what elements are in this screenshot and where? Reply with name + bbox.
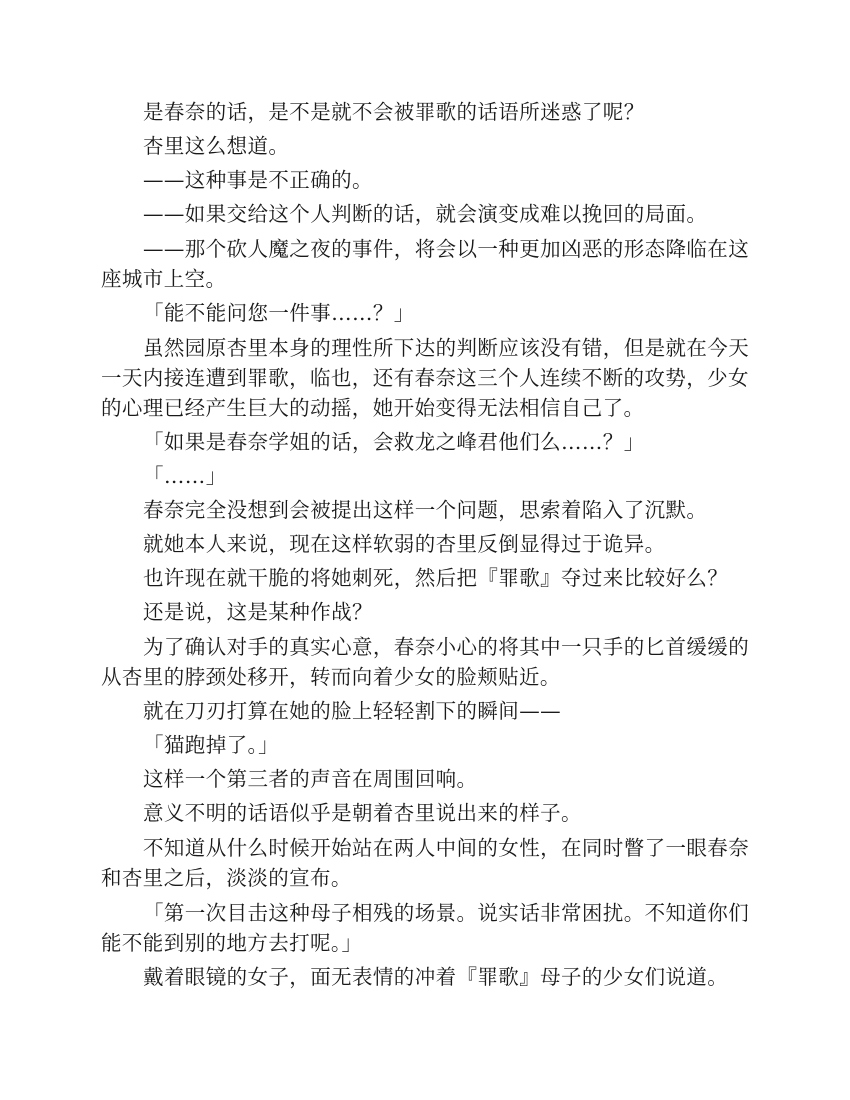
paragraph: 为了确认对手的真实心意，春奈小心的将其中一只手的匕首缓缓的从杏里的脖颈处移开，转而向着少女的脸颊贴近。 bbox=[101, 635, 750, 689]
paragraph: ——如果交给这个人判断的话，就会演变成难以挽回的局面。 bbox=[143, 202, 708, 226]
paragraph: 「能不能问您一件事……？」 bbox=[143, 301, 415, 325]
paragraph: 意义不明的话语似乎是朝着杏里说出来的样子。 bbox=[143, 801, 582, 825]
paragraph: 不知道从什么时候开始站在两人中间的女性，在同时瞥了一眼春奈和杏里之后，淡淡的宣布。 bbox=[101, 836, 750, 890]
paragraph: 春奈完全没想到会被提出这样一个问题，思索着陷入了沉默。 bbox=[143, 498, 708, 522]
paragraph: 这样一个第三者的声音在周围回响。 bbox=[143, 767, 478, 791]
paragraph: 是春奈的话，是不是就不会被罪歌的话语所迷惑了呢？ bbox=[143, 100, 645, 124]
paragraph: 虽然园原杏里本身的理性所下达的判断应该没有错，但是就在今天一天内接连遭到罪歌，临也，还有春奈这三个人连续不断的攻势，少女的心理已经产生巨大的动摇，她开始变得无法相信自己了。 bbox=[101, 336, 750, 420]
paragraph: 「……」 bbox=[143, 464, 227, 488]
paragraph: 「猫跑掉了。」 bbox=[143, 733, 280, 757]
paragraph: 戴着眼镜的女子，面无表情的冲着『罪歌』母子的少女们说道。 bbox=[143, 965, 729, 989]
paragraph: 杏里这么想道。 bbox=[143, 134, 290, 158]
paragraph: 「第一次目击这种母子相残的场景。说实话非常困扰。不知道你们能不能到别的地方去打呢。」 bbox=[101, 901, 750, 955]
paragraph: ——这种事是不正确的。 bbox=[143, 168, 373, 192]
paragraph: 「如果是春奈学姐的话，会救龙之峰君他们么……？」 bbox=[143, 430, 645, 454]
text-body bbox=[101, 98, 751, 997]
paragraph: 也许现在就干脆的将她刺死，然后把『罪歌』夺过来比较好么？ bbox=[143, 566, 729, 590]
paragraph: 就在刀刃打算在她的脸上轻轻割下的瞬间—— bbox=[143, 699, 561, 723]
paragraph: ——那个砍人魔之夜的事件，将会以一种更加凶恶的形态降临在这座城市上空。 bbox=[101, 237, 750, 291]
paragraph: 还是说，这是某种作战？ bbox=[143, 600, 373, 624]
paragraph: 就她本人来说，现在这样软弱的杏里反倒显得过于诡异。 bbox=[143, 532, 666, 556]
